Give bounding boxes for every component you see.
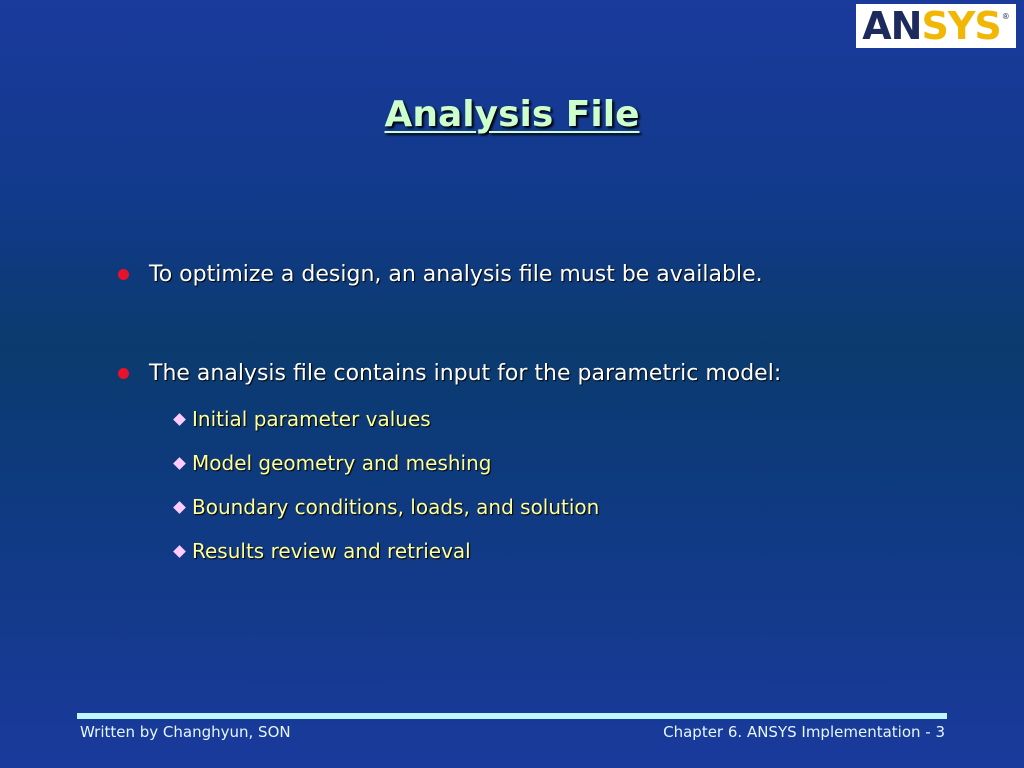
sub-bullet-text-1: Initial parameter values [192, 407, 431, 431]
logo-registered-mark: ® [1001, 12, 1010, 21]
sub-bullet-text-3: Boundary conditions, loads, and solution [192, 495, 600, 519]
slide-title: Analysis File [384, 94, 640, 135]
sub-bullet-text-4: Results review and retrieval [192, 539, 471, 563]
sub-bullet-item-2 [172, 451, 491, 475]
sub-bullet-item-4 [172, 539, 471, 563]
footer-divider [77, 713, 947, 719]
bullet-item-2 [118, 361, 781, 386]
footer-chapter-page: Chapter 6. ANSYS Implementation - 3 [663, 723, 945, 741]
diamond-bullet-icon [173, 413, 186, 426]
logo-sys-text: SYS [921, 4, 1001, 48]
sub-bullet-item-1 [172, 407, 431, 431]
bullet-text-1: To optimize a design, an analysis file must be available. [149, 262, 763, 287]
diamond-bullet-icon [173, 501, 186, 514]
sub-bullet-text-2: Model geometry and meshing [192, 451, 492, 475]
red-bullet-icon [118, 368, 129, 379]
logo-an-text: AN [862, 4, 922, 48]
sub-bullet-item-3 [172, 495, 599, 519]
ansys-logo [856, 4, 1016, 48]
diamond-bullet-icon [173, 457, 186, 470]
footer-author: Written by Changhyun, SON [80, 723, 291, 741]
bullet-text-2: The analysis file contains input for the parametric model: [149, 361, 782, 386]
red-bullet-icon [118, 269, 129, 280]
bullet-item-1 [118, 262, 763, 287]
diamond-bullet-icon [173, 545, 186, 558]
